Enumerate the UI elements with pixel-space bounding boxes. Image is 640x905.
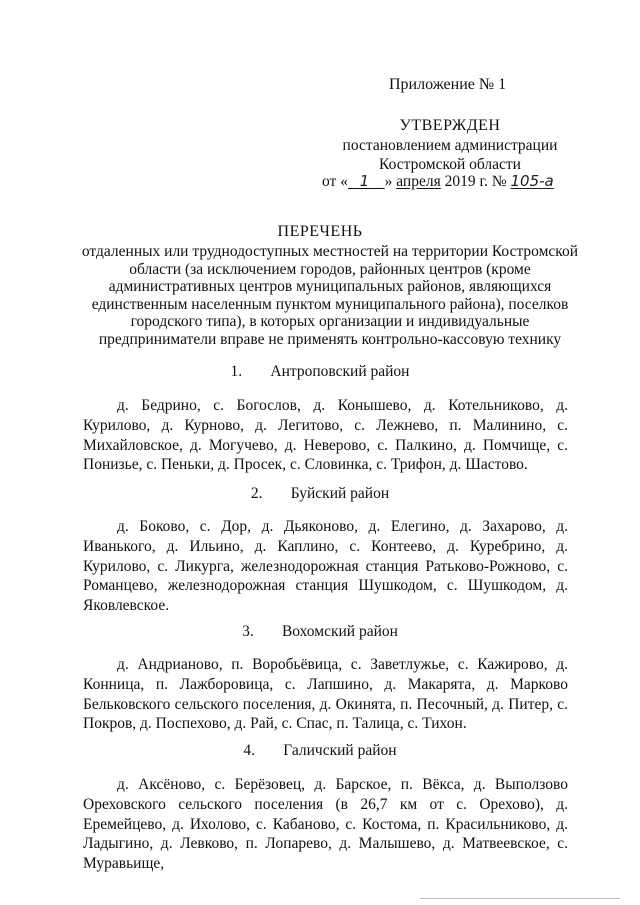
- date-month: апреля: [396, 173, 441, 190]
- district-name: Галичский район: [283, 742, 397, 759]
- district-heading: [0, 363, 640, 381]
- decree-number: 105-а: [510, 172, 554, 190]
- district-heading: [0, 623, 640, 641]
- district-number: 1.: [230, 363, 243, 380]
- approved-line-2: Костромской области: [379, 156, 521, 173]
- district-name: Антроповский район: [270, 363, 410, 380]
- date-mid: »: [384, 173, 393, 190]
- district-settlements: д. Бедрино, с. Богослов, д. Конышево, д. Котельниково, д. Курилово, д. Курново, д. Легитово, с. Лежнево, п. Малинино, с. Михайловское, д. Могучево, д. Неверово, с. Палкино, д. Помчище, с. Понизье, с. Пеньки, д. Просек, с. Словинка, с. Трифон, д. Шастово.: [83, 397, 568, 474]
- document-subtitle: отдаленных или труднодоступных местностей на территории Костромской области (за исключением городов, районных центров (кроме административных центров муниципальных районов, являющихся единственным населенным пунктом муниципального района), поселков городского типа), в которых организации и индивидуальные предприниматели вправе не применять контрольно-кассовую технику: [81, 243, 579, 348]
- district-number: 4.: [243, 742, 256, 759]
- page-bottom-rule: [420, 898, 620, 899]
- document-title: ПЕРЕЧЕНЬ: [277, 223, 363, 240]
- district-settlements: д. Боково, с. Дор, д. Дьяконово, д. Елегино, д. Захарово, д. Иванького, д. Ильино, д. Каплино, с. Контеево, д. Куребрино, д. Курилово, с. Ликурга, железнодорожная станция Ратьково-Рожново, с. Романцево, железнодорожная станция Шушкодом, с. Шушкодом, д. Яковлевское.: [83, 518, 568, 615]
- date-year: 2019 г. №: [444, 173, 507, 190]
- decree-date-line: [322, 172, 554, 191]
- district-settlements: д. Аксёново, с. Берёзовец, д. Барское, п. Вёкса, д. Выползово Ореховского сельского поселения (в 26,7 км от с. Орехово), д. Еремейцево, д. Ихолово, с. Кабаново, с. Костома, п. Красильниково, д. Ладыгино, д. Левково, п. Лопарево, д. Малышево, д. Матвеевское, с. Муравьище,: [83, 776, 568, 873]
- appendix-label: Приложение № 1: [389, 76, 507, 93]
- approved-line-1: постановлением администрации: [342, 137, 558, 154]
- date-day-field: [348, 173, 385, 190]
- date-day: 1: [359, 172, 370, 190]
- approval-block: [300, 116, 600, 174]
- district-heading: [0, 485, 640, 503]
- district-name: Буйский район: [290, 485, 390, 502]
- district-number: 2.: [250, 485, 263, 502]
- district-name: Вохомский район: [281, 623, 398, 640]
- district-heading: [0, 742, 640, 760]
- approved-title: УТВЕРЖДЕН: [399, 117, 501, 134]
- district-settlements: д. Андрианово, п. Воробьёвица, с. Заветлужье, с. Кажирово, д. Конница, п. Лажборовица, с. Лапшино, д. Макарята, д. Марково Бельковского сельского поселения, д. Окинята, п. Песочный, д. Питер, с. Покров, д. Поспехово, д. Рай, с. Спас, п. Талица, с. Тихон.: [83, 656, 568, 733]
- date-prefix: от «: [322, 173, 348, 190]
- district-number: 3.: [242, 623, 254, 640]
